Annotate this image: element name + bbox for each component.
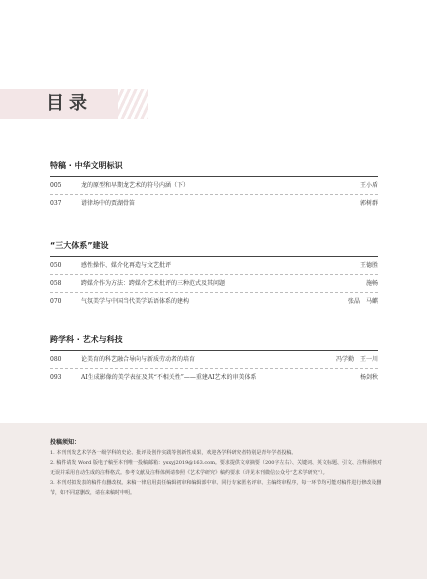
- section-heading: “三大体系”建设: [50, 241, 109, 250]
- toc-section-three-systems: [50, 240, 378, 310]
- entry-title: 跨媒介作为方法：跨媒介艺术批评的三种范式及其问题: [81, 280, 226, 287]
- entry-list: [50, 351, 378, 386]
- entry-author: 郭树群: [359, 200, 378, 207]
- toc-entry[interactable]: [50, 351, 378, 369]
- entry-title: 龙的原型和早期龙艺术的符号内涵（下）: [81, 182, 190, 189]
- toc-section-interdisciplinary: [50, 334, 378, 386]
- entry-author: 杨剑秋: [359, 374, 378, 381]
- notice-paragraph: 2. 稿件请发 Word 版电子稿至本刊唯一投稿邮箱：ysxyj2019@163.com。要求提供文章摘要（200字左右）、关键词、英文标题、引文、注释须核对无误并采用自动生成的注释格式。参考文献及注释体例请参照《艺术学研究》稿约要求（详见本刊微信公众号“艺术学研究”）。: [50, 460, 382, 476]
- notice-paragraph: 1. 本刊刊发艺术学各一级学科的史论、批评及创作实践等创新性成果，欢迎各学科研究者特别是青年学者投稿。: [50, 450, 297, 456]
- entry-page-number: 070: [50, 298, 62, 305]
- entry-title: 感性操作、媒介化再造与文艺批评: [81, 262, 172, 269]
- toc-section-special-feature: [50, 160, 378, 212]
- entry-author: 冯学勤 王一川: [335, 356, 378, 363]
- toc-entry[interactable]: [50, 177, 378, 195]
- entry-page-number: 037: [50, 200, 62, 207]
- page-title: 目录: [46, 93, 92, 114]
- submission-notice-content: [50, 437, 385, 498]
- toc-entry[interactable]: [50, 369, 378, 386]
- entry-author: 王小盾: [359, 182, 378, 189]
- submission-notice: [0, 423, 427, 579]
- entry-page-number: 093: [50, 374, 62, 381]
- entry-page-number: 050: [50, 262, 62, 269]
- title-band-stripes: [108, 89, 148, 119]
- entry-title: AI生成影像的美学表征及其“不相关性”——重建AI艺术的审美体系: [81, 374, 257, 381]
- notice-heading: 投稿须知：: [50, 439, 81, 446]
- entry-page-number: 080: [50, 356, 62, 363]
- notice-paragraph: 3. 本刊对拟发表的稿件有删改权。来稿一律启用责任编辑初审和编辑部中审、同行专家匿名评审、主编终审程序，每一环节均可能对稿件进行修改及删节，如不同意删改，请在来稿时申明。: [50, 480, 382, 496]
- entry-author: 王德胜: [359, 262, 378, 269]
- section-heading: 特稿 · 中华文明标识: [50, 161, 123, 170]
- entry-page-number: 058: [50, 280, 62, 287]
- section-heading: 跨学科 · 艺术与科技: [50, 335, 123, 344]
- toc-entry[interactable]: [50, 275, 378, 293]
- toc-entry[interactable]: [50, 293, 378, 310]
- entry-author: 张晶 马麒: [347, 298, 378, 305]
- entry-title: 气氛美学与中国当代美学话语体系的建构: [81, 298, 190, 305]
- entry-author: 施畅: [365, 280, 378, 287]
- entry-page-number: 005: [50, 182, 62, 189]
- entry-title: 谱律场中的贾湖骨笛: [81, 200, 136, 207]
- entry-list: [50, 257, 378, 310]
- entry-title: 论美育的科艺融合导向与新质劳动者的培育: [81, 356, 196, 363]
- entry-list: [50, 177, 378, 212]
- toc-entry[interactable]: [50, 195, 378, 212]
- toc-entry[interactable]: [50, 257, 378, 275]
